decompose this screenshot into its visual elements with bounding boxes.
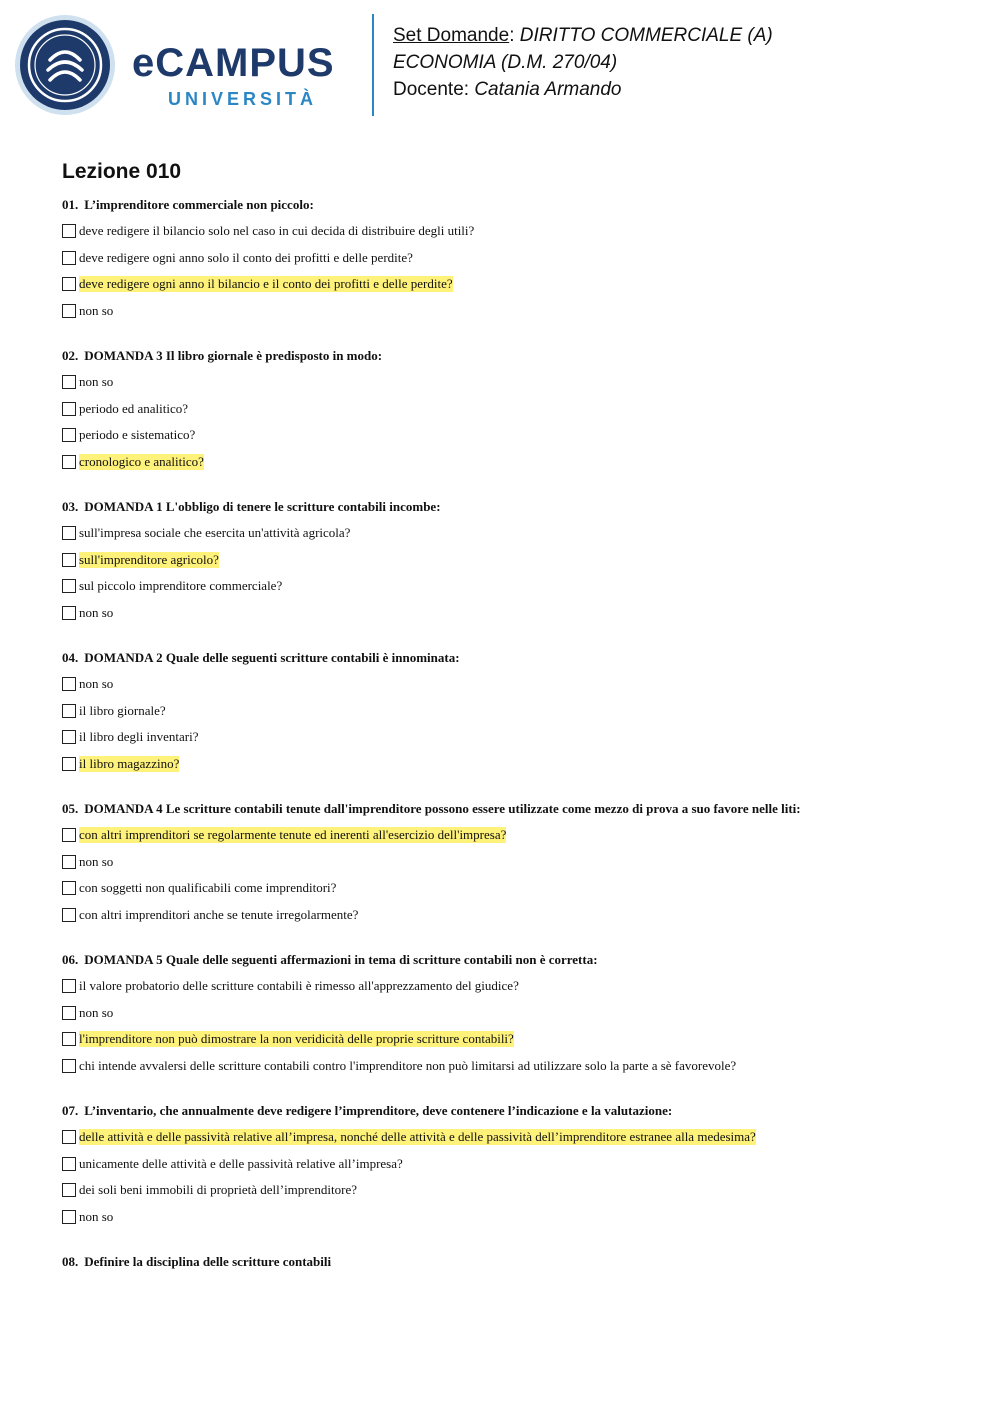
checkbox[interactable] <box>62 606 76 620</box>
question-text: DOMANDA 4 Le scritture contabili tenute dall'imprenditore possono essere utilizzate come mezzo di prova a suo favore nelle liti: <box>84 801 801 816</box>
answer-option[interactable] <box>62 1124 962 1151</box>
answer-option[interactable] <box>62 822 962 849</box>
checkbox[interactable] <box>62 375 76 389</box>
checkbox[interactable] <box>62 677 76 691</box>
correct-answer-text: deve redigere ogni anno il bilancio e il conto dei profitti e delle perdite? <box>79 276 453 292</box>
checkbox[interactable] <box>62 1059 76 1073</box>
answer-option[interactable] <box>62 547 962 574</box>
answer-option[interactable] <box>62 1026 962 1053</box>
answer-option[interactable] <box>62 849 962 876</box>
answer-text: con altri imprenditori anche se tenute irregolarmente? <box>79 906 359 922</box>
logo-wordmark: eCAMPUS <box>132 41 335 85</box>
answer-option[interactable] <box>62 1204 962 1231</box>
answer-option[interactable] <box>62 698 962 725</box>
answer-option[interactable] <box>62 875 962 902</box>
answer-text: dei soli beni immobili di proprietà dell’imprenditore? <box>79 1182 357 1198</box>
answer-option[interactable] <box>62 1151 962 1178</box>
logo-subtext: UNIVERSITÀ <box>168 89 318 109</box>
question-text: DOMANDA 2 Quale delle seguenti scritture contabili è innominata: <box>84 650 460 665</box>
answer-text: il libro degli inventari? <box>79 729 199 745</box>
question-title <box>62 1253 962 1271</box>
question-title <box>62 498 962 516</box>
answer-text: deve redigere il bilancio solo nel caso in cui decida di distribuire degli utili? <box>79 223 475 239</box>
checkbox[interactable] <box>62 908 76 922</box>
question-number: 04. <box>62 650 79 665</box>
set-label: Set Domande <box>393 25 510 46</box>
question-number: 07. <box>62 1103 79 1118</box>
answer-text: deve redigere ogni anno solo il conto dei profitti e delle perdite? <box>79 249 413 265</box>
answer-text: non so <box>79 1004 114 1020</box>
answer-text: non so <box>79 676 114 692</box>
question-number: 02. <box>62 348 79 363</box>
question-number: 03. <box>62 499 79 514</box>
answer-option[interactable] <box>62 973 962 1000</box>
correct-answer-text: l'imprenditore non può dimostrare la non veridicità delle proprie scritture contabili? <box>79 1031 514 1047</box>
question-title <box>62 347 962 365</box>
question-text: DOMANDA 3 Il libro giornale è predisposto in modo: <box>84 348 383 363</box>
answer-option[interactable] <box>62 724 962 751</box>
checkbox[interactable] <box>62 1210 76 1224</box>
checkbox[interactable] <box>62 1032 76 1046</box>
answer-option[interactable] <box>62 600 962 627</box>
correct-answer-text: con altri imprenditori se regolarmente tenute ed inerenti all'esercizio dell'impresa? <box>79 827 507 843</box>
answer-option[interactable] <box>62 573 962 600</box>
question-list <box>62 196 962 1275</box>
answer-option[interactable] <box>62 218 962 245</box>
checkbox[interactable] <box>62 704 76 718</box>
answer-text: il valore probatorio delle scritture contabili è rimesso all'apprezzamento del giudice? <box>79 978 519 994</box>
checkbox[interactable] <box>62 455 76 469</box>
set-value-line1: DIRITTO COMMERCIALE (A) <box>519 25 773 46</box>
question-title <box>62 649 962 667</box>
checkbox[interactable] <box>62 553 76 567</box>
checkbox[interactable] <box>62 251 76 265</box>
checkbox[interactable] <box>62 979 76 993</box>
ecampus-seal-icon <box>14 14 116 116</box>
question-number: 08. <box>62 1254 79 1269</box>
checkbox[interactable] <box>62 526 76 540</box>
answer-text: chi intende avvalersi delle scritture contabili contro l'imprenditore non può limitarsi ad utilizzare solo la parte a sè favorevole? <box>79 1057 737 1073</box>
question-number: 05. <box>62 801 79 816</box>
answer-text: non so <box>79 1208 114 1224</box>
answer-text: non so <box>79 853 114 869</box>
page-header <box>0 0 1000 130</box>
answer-option[interactable] <box>62 449 962 476</box>
question-title <box>62 1102 962 1120</box>
checkbox[interactable] <box>62 1183 76 1197</box>
teacher-line <box>393 76 773 103</box>
answer-option[interactable] <box>62 1053 962 1080</box>
checkbox[interactable] <box>62 579 76 593</box>
set-line: Set Domande: DIRITTO COMMERCIALE (A) <box>393 25 773 46</box>
ecampus-logo <box>132 40 356 112</box>
question-number: 06. <box>62 952 79 967</box>
header-divider <box>372 14 374 116</box>
question-text: L’inventario, che annualmente deve redigere l’imprenditore, deve contenere l’indicazione e la valutazione: <box>84 1103 673 1118</box>
answer-option[interactable] <box>62 520 962 547</box>
question-text: Definire la disciplina delle scritture contabili <box>84 1254 332 1269</box>
lesson-title: Lezione 010 <box>62 160 182 183</box>
answer-text: il libro giornale? <box>79 702 166 718</box>
answer-option[interactable] <box>62 1177 962 1204</box>
answer-text: periodo ed analitico? <box>79 400 189 416</box>
answer-option[interactable] <box>62 369 962 396</box>
set-line-2 <box>393 49 773 76</box>
answer-option[interactable] <box>62 245 962 272</box>
answer-option[interactable] <box>62 298 962 325</box>
checkbox[interactable] <box>62 1006 76 1020</box>
answer-option[interactable] <box>62 751 962 778</box>
checkbox[interactable] <box>62 304 76 318</box>
answer-option[interactable] <box>62 1000 962 1027</box>
answer-text: sull'impresa sociale che esercita un'attività agricola? <box>79 525 351 541</box>
question-title <box>62 951 962 969</box>
set-value-line2: ECONOMIA (D.M. 270/04) <box>393 52 618 73</box>
correct-answer-text: il libro magazzino? <box>79 755 180 771</box>
correct-answer-text: delle attività e delle passività relative all’impresa, nonché delle attività e delle passività dell’imprenditore estranee alla medesima? <box>79 1129 756 1145</box>
answer-text: con soggetti non qualificabili come imprenditori? <box>79 880 337 896</box>
answer-option[interactable] <box>62 396 962 423</box>
question-text: DOMANDA 5 Quale delle seguenti affermazioni in tema di scritture contabili non è corretta: <box>84 952 598 967</box>
checkbox[interactable] <box>62 855 76 869</box>
checkbox[interactable] <box>62 881 76 895</box>
question-text: DOMANDA 1 L'obbligo di tenere le scritture contabili incombe: <box>84 499 441 514</box>
checkbox[interactable] <box>62 402 76 416</box>
question-title <box>62 800 962 818</box>
answer-option[interactable] <box>62 271 962 298</box>
course-info <box>393 22 773 103</box>
checkbox[interactable] <box>62 1157 76 1171</box>
answer-text: periodo e sistematico? <box>79 427 196 443</box>
answer-option[interactable] <box>62 422 962 449</box>
checkbox[interactable] <box>62 224 76 238</box>
answer-text: unicamente delle attività e delle passività relative all’impresa? <box>79 1155 403 1171</box>
checkbox[interactable] <box>62 277 76 291</box>
correct-answer-text: sull'imprenditore agricolo? <box>79 551 219 567</box>
answer-text: non so <box>79 374 114 390</box>
checkbox[interactable] <box>62 757 76 771</box>
teacher-name: Catania Armando <box>474 79 622 100</box>
teacher-label: Docente: <box>393 79 470 100</box>
question-text: L’imprenditore commerciale non piccolo: <box>84 197 314 212</box>
answer-option[interactable] <box>62 671 962 698</box>
answer-text: non so <box>79 302 114 318</box>
answer-text: sul piccolo imprenditore commerciale? <box>79 578 283 594</box>
checkbox[interactable] <box>62 730 76 744</box>
checkbox[interactable] <box>62 828 76 842</box>
correct-answer-text: cronologico e analitico? <box>79 453 204 469</box>
question-title <box>62 196 962 214</box>
question-number: 01. <box>62 197 79 212</box>
checkbox[interactable] <box>62 428 76 442</box>
answer-option[interactable] <box>62 902 962 929</box>
answer-text: non so <box>79 604 114 620</box>
checkbox[interactable] <box>62 1130 76 1144</box>
